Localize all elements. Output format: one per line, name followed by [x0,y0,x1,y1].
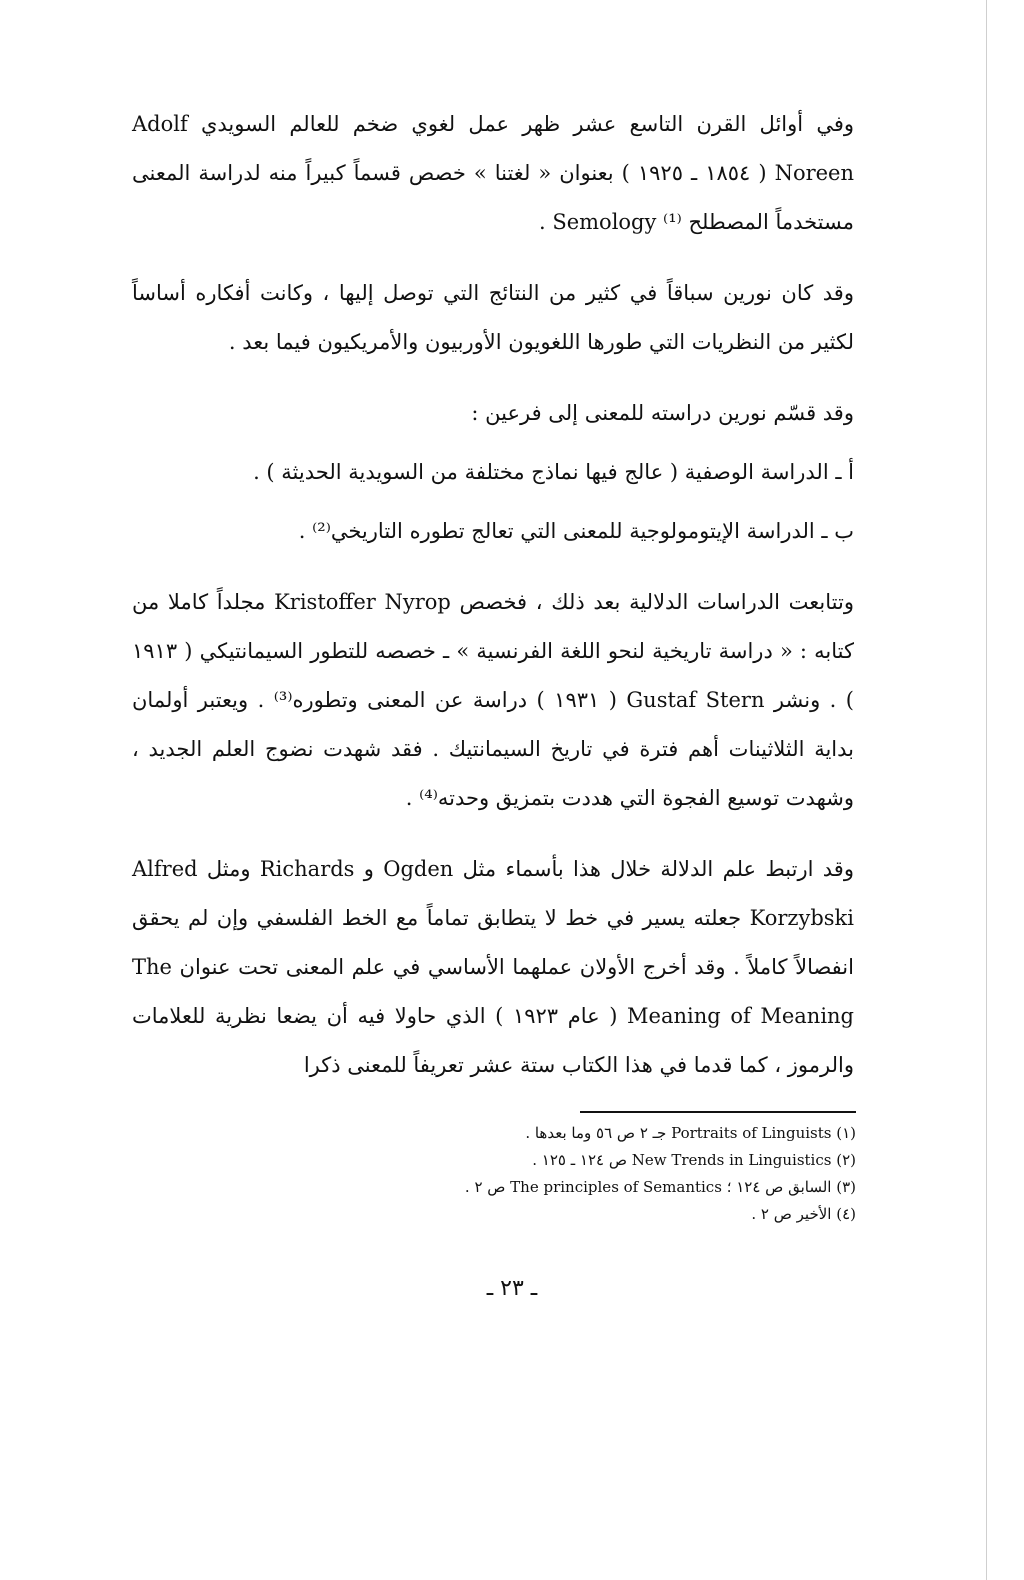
footnote-3: (٣) السابق ص ١٢٤ ؛ The principles of Semantics ص ٢ . [464,1178,856,1196]
footnotes [300,1120,856,1228]
footnote-divider [580,1111,856,1113]
page-number: ـ ٢٣ ـ [486,1276,538,1301]
list-item-etymological: ب ـ الدراسة الإيتومولوجية للمعنى التي تعالج تطوره التاريخي⁽²⁾ . [298,519,854,543]
page-edge-line [986,0,987,1580]
paragraph-two-branches: وقد قسّم نورين دراسته للمعنى إلى فرعين : [471,401,854,425]
main-text [132,100,854,1100]
footnote-1: (١) Portraits of Linguists جـ ٢ ص ٥٦ وما بعدها . [525,1124,856,1142]
paragraph-noreen-influence: وقد كان نورين سباقاً في كثير من النتائج التي توصل إليها ، وكانت أفكاره أساساً لكثير من النظريات التي طورها اللغويون الأوربيون والأمريكيون فيما بعد . [132,281,854,354]
footnote-4: (٤) الأخير ص ٢ . [751,1205,856,1223]
footnote-2: (٢) New Trends in Linguistics ص ١٢٤ ـ ١٢٥ . [532,1151,856,1169]
paragraph-noreen: وفي أوائل القرن التاسع عشر ظهر عمل لغوي ضخم للعالم السويدي Adolf Noreen ( ١٨٥٤ ـ ١٩٢٥ ) بعنوان « لغتنا » خصص قسماً كبيراً منه لدراسة المعنى مستخدماً المصطلح Semology ⁽¹⁾ . [132,112,854,234]
list-item-descriptive: أ ـ الدراسة الوصفية ( عالج فيها نماذج مختلفة من السويدية الحديثة ) . [253,460,854,484]
paragraph-ogden-richards: وقد ارتبط علم الدلالة خلال هذا بأسماء مثل Ogden و Richards ومثل Alfred Korzybski جعلته يسير في خط لا يتطابق تماماً مع الخط الفلسفي وإن لم يحقق انفصالاً كاملاً . وقد أخرج الأولان عملهما الأساسي في علم المعنى تحت عنوان The Meaning of Meaning ( عام ١٩٢٣ ) الذي حاولا فيه أن يضعا نظرية للعلامات والرموز ، كما قدما في هذا الكتاب ستة عشر تعريفاً للمعنى ذكرا [132,857,855,1077]
paragraph-nyrop-stern: وتتابعت الدراسات الدلالية بعد ذلك ، فخصص Kristoffer Nyrop مجلداً كاملا من كتابه : « دراسة تاريخية لنحو اللغة الفرنسية » ـ خصصه للتطور السيمانتيكي ( ١٩١٣ ) . ونشر Gustaf Stern ( ١٩٣١ ) دراسة عن المعنى وتطوره⁽³⁾ . ويعتبر أولمان بداية الثلاثينات أهم فترة في تاريخ السيمانتيك . فقد شهدت نضوج العلم الجديد ، وشهدت توسيع الفجوة التي هددت بتمزيق وحدته⁽⁴⁾ . [132,590,854,810]
